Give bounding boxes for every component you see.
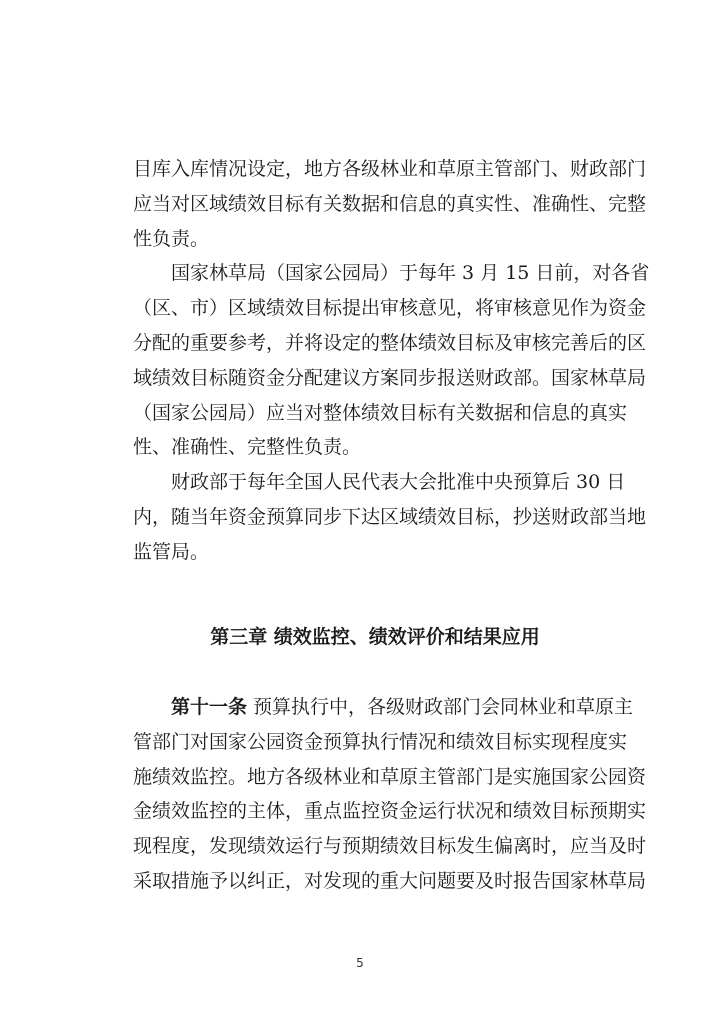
paragraph-2-line-2: （区、市）区域绩效目标提出审核意见，将审核意见作为资金: [133, 297, 647, 320]
article-label: 第十一条: [171, 696, 248, 718]
paragraph-1-line-1: 目库入库情况设定，地方各级林业和草原主管部门、财政部门: [133, 158, 647, 180]
paragraph-3-line-2: 内，随当年资金预算同步下达区域绩效目标，抄送财政部当地: [133, 505, 647, 528]
page-number: 5: [356, 956, 364, 970]
paragraph-1-line-3: 性负责。: [133, 227, 210, 250]
article-eleven: [133, 690, 647, 899]
chapter-heading: 第三章 绩效监控、绩效评价和结果应用: [210, 626, 540, 648]
body-text: [133, 152, 650, 570]
paragraph-2-line-4: 域绩效目标随资金分配建议方案同步报送财政部。国家林草局: [133, 366, 647, 389]
article-line-2: 管部门对国家公园资金预算执行情况和绩效目标实现程度实: [133, 730, 628, 753]
paragraph-2-line-3: 分配的重要参考，并将设定的整体绩效目标及审核完善后的区: [133, 331, 647, 354]
paragraph-1-line-2: 应当对区域绩效目标有关数据和信息的真实性、准确性、完整: [133, 192, 647, 215]
paragraph-2-line-6: 性、准确性、完整性负责。: [133, 436, 362, 459]
article-first-line-text: 预算执行中，各级财政部门会同林业和草原主: [247, 696, 634, 718]
article-line-3: 施绩效监控。地方各级林业和草原主管部门是实施国家公园资: [133, 765, 647, 788]
article-line-6: 采取措施予以纠正，对发现的重大问题要及时报告国家林草局: [133, 869, 647, 892]
article-line-5: 现程度，发现绩效运行与预期绩效目标发生偏离时，应当及时: [133, 835, 647, 858]
paragraph-2-line-5: （国家公园局）应当对整体绩效目标有关数据和信息的真实: [133, 401, 628, 424]
article-first-line: [133, 690, 634, 725]
article-line-4: 金绩效监控的主体，重点监控资金运行状况和绩效目标预期实: [133, 800, 647, 823]
paragraph-2-line-1: 国家林草局（国家公园局）于每年 3 月 15 日前，对各省: [171, 262, 650, 285]
paragraph-3-line-1: 财政部于每年全国人民代表大会批准中央预算后 30 日: [171, 471, 626, 494]
paragraph-3-line-3: 监管局。: [133, 540, 210, 563]
